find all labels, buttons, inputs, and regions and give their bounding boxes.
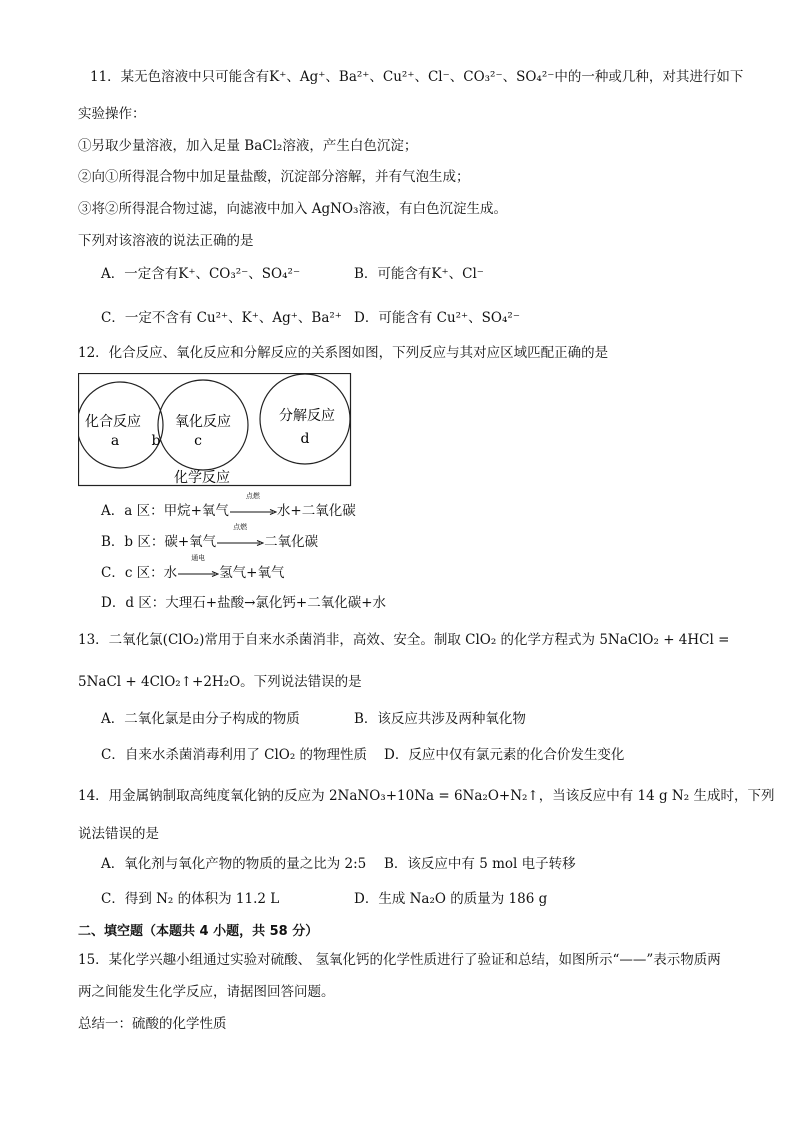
box-label: 化学反应 xyxy=(174,470,230,486)
arrow-with-condition xyxy=(229,492,277,515)
q14-option-a[interactable]: A．氧化剂与氧化产物的物质的量之比为 2:5 xyxy=(101,856,367,872)
q15-summary: 总结一：硫酸的化学性质 xyxy=(78,1016,227,1032)
q11-options-row1 xyxy=(0,265,794,285)
q11-option-a[interactable]: A．一定含有K⁺、CO₃²⁻、SO₄²⁻ xyxy=(101,266,301,282)
q15-stem-line2: 两之间能发生化学反应，请据图回答问题。 xyxy=(78,984,335,1000)
q11-step1: ①另取少量溶液，加入足量 BaCl₂溶液，产生白色沉淀； xyxy=(78,138,418,154)
q12-option-b[interactable] xyxy=(101,523,319,551)
q11-stem-line1: 11．某无色溶液中只可能含有K⁺、Ag⁺、Ba²⁺、Cu²⁺、Cl⁻、CO₃²⁻、SO₄²⁻中的一种或几种，对其进行如下 xyxy=(90,69,744,85)
circle3-label: 分解反应 xyxy=(279,408,335,424)
circle1-label: 化合反应 xyxy=(85,414,141,430)
q11-options-row2 xyxy=(0,309,794,329)
q11-option-d[interactable]: D．可能含有 Cu²⁺、SO₄²⁻ xyxy=(354,310,520,326)
q14-stem-line1: 14．用金属钠制取高纯度氧化钠的反应为 2NaNO₃+10Na = 6Na₂O+N₂↑，当该反应中有 14 g N₂ 生成时，下列 xyxy=(78,788,775,804)
long-arrow-icon xyxy=(216,540,264,546)
q12-option-c-reactants: C．c 区：水 xyxy=(101,565,178,581)
arrow-with-condition xyxy=(216,523,264,546)
region-c-label: c xyxy=(194,433,202,449)
long-arrow-icon xyxy=(177,571,219,577)
q12-option-d[interactable]: D．d 区：大理石+盐酸→氯化钙+二氧化碳+水 xyxy=(101,595,387,611)
q12-stem: 12．化合反应、氧化反应和分解反应的关系图如图，下列反应与其对应区域匹配正确的是 xyxy=(78,345,609,361)
q14-option-c[interactable]: C．得到 N₂ 的体积为 11.2 L xyxy=(101,891,280,907)
q13-option-d[interactable]: D．反应中仅有氯元素的化合价发生变化 xyxy=(384,747,625,763)
long-arrow-icon xyxy=(229,509,277,515)
q12-option-c[interactable] xyxy=(101,554,285,582)
q14-option-d[interactable]: D．生成 Na₂O 的质量为 186 g xyxy=(354,891,548,907)
q12-option-a-products: 水+二氧化碳 xyxy=(276,503,356,519)
circle2-label: 氧化反应 xyxy=(175,414,231,430)
q13-options-row1 xyxy=(0,710,794,730)
condition-label: 通电 xyxy=(191,554,206,562)
region-a-label: a xyxy=(110,433,120,449)
q12-option-c-products: 氢气+氧气 xyxy=(219,565,285,581)
q14-options-row2 xyxy=(0,890,794,910)
section-title: 二、填空题（本题共 4 小题，共 58 分） xyxy=(78,924,319,939)
q11-option-b[interactable]: B．可能含有K⁺、Cl⁻ xyxy=(354,266,484,282)
q13-option-c[interactable]: C．自来水杀菌消毒利用了 ClO₂ 的物理性质 xyxy=(101,747,368,763)
q11-ask: 下列对该溶液的说法正确的是 xyxy=(78,233,254,249)
q14-option-b[interactable]: B．该反应中有 5 mol 电子转移 xyxy=(384,856,576,872)
q12-option-a[interactable] xyxy=(101,492,356,520)
condition-label: 点燃 xyxy=(245,492,260,500)
region-d-label: d xyxy=(300,431,310,447)
q13-options-row2 xyxy=(0,746,794,766)
q13-option-b[interactable]: B．该反应共涉及两种氧化物 xyxy=(354,711,526,727)
q11-step2: ②向①所得混合物中加足量盐酸，沉淀部分溶解，并有气泡生成； xyxy=(78,169,470,185)
arrow-with-condition xyxy=(177,554,219,577)
condition-label: 点燃 xyxy=(233,523,248,531)
q12-option-b-reactants: B．b 区：碳+氧气 xyxy=(101,534,217,550)
region-b-label: b xyxy=(151,433,161,449)
q11-option-c[interactable]: C．一定不含有 Cu²⁺、K⁺、Ag⁺、Ba²⁺ xyxy=(101,310,342,326)
q15-stem-line1: 15．某化学兴趣小组通过实验对硫酸、 氢氧化钙的化学性质进行了验证和总结，如图所示“——”表示物质两 xyxy=(78,952,721,968)
q14-options-row1 xyxy=(0,855,794,875)
q12-option-b-products: 二氧化碳 xyxy=(264,534,319,550)
q13-option-a[interactable]: A．二氧化氯是由分子构成的物质 xyxy=(101,711,300,727)
q11-stem-line2: 实验操作： xyxy=(78,106,146,122)
q13-stem-line2: 5NaCl + 4ClO₂↑+2H₂O。下列说法错误的是 xyxy=(78,674,362,690)
reaction-venn-diagram xyxy=(78,373,352,487)
q14-stem-line2: 说法错误的是 xyxy=(78,826,159,842)
q13-stem-line1: 13．二氧化氯(ClO₂)常用于自来水杀菌消非，高效、安全。制取 ClO₂ 的化学方程式为 5NaClO₂ + 4HCl = xyxy=(78,632,730,648)
q11-step3: ③将②所得混合物过滤，向滤液中加入 AgNO₃溶液，有白色沉淀生成。 xyxy=(78,201,507,217)
q12-option-a-reactants: A．a 区：甲烷+氧气 xyxy=(101,503,229,519)
